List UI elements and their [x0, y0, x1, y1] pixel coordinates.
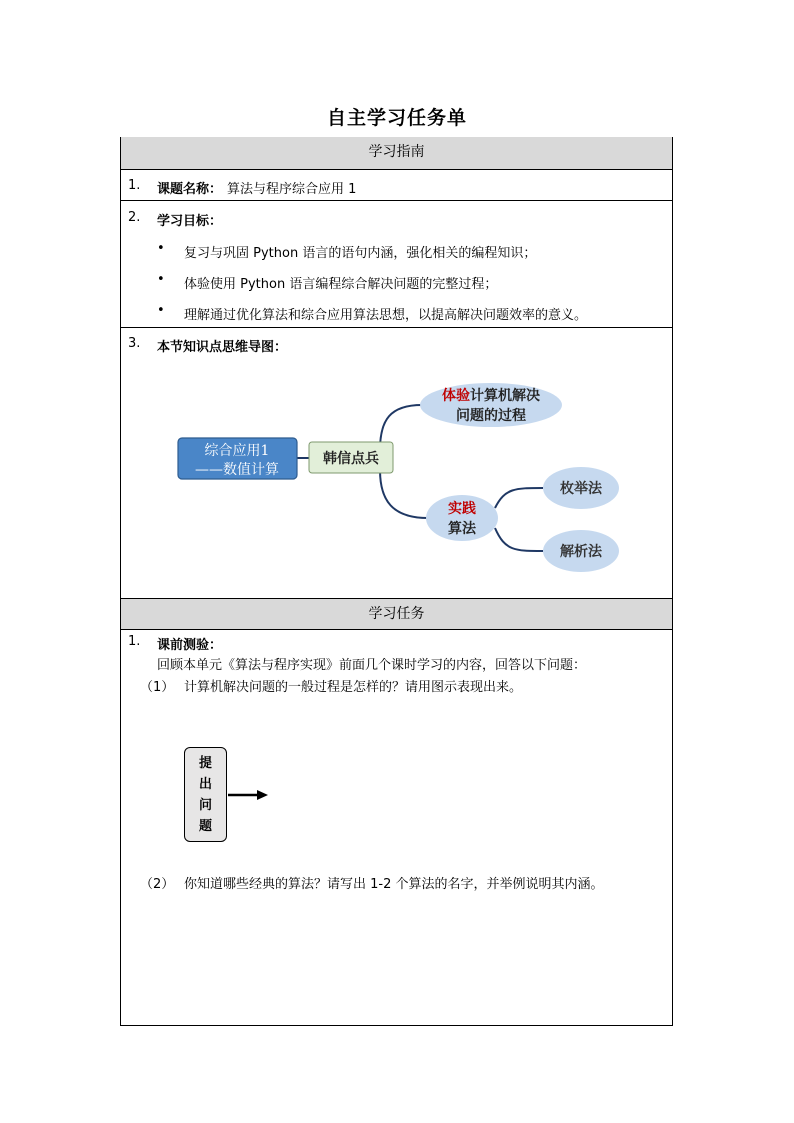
flow-char: 出 — [198, 776, 212, 792]
leaf-enumeration-label: 枚举法 — [560, 481, 602, 497]
branch-bottom-red: 实践 — [448, 501, 476, 517]
mindmap-label: 本节知识点思维导图： — [157, 340, 288, 355]
branch-top-rest: 计算机解决 — [470, 388, 540, 404]
leaf-analytic-label: 解析法 — [560, 544, 602, 560]
branch-top-line2: 问题的过程 — [456, 408, 526, 424]
flow-box-raise-problem — [184, 747, 227, 842]
objectives-num: 2. — [128, 210, 141, 225]
q1-text: 计算机解决问题的一般过程是怎样的？请用图示表现出来。 — [184, 680, 523, 695]
bullet-dot: • — [157, 241, 165, 256]
topic-num: 1. — [128, 178, 141, 193]
branch-top-red: 体验 — [442, 388, 470, 404]
topic-value: 算法与程序综合应用 1 — [227, 182, 357, 197]
q2-num: （2） — [140, 877, 175, 892]
tasks-header-label: 学习任务 — [368, 606, 425, 622]
objective-3: 理解通过优化算法和综合应用算法思想，以提高解决问题效率的意义。 — [184, 308, 588, 323]
pretest-num: 1. — [128, 634, 141, 649]
flow-arrow — [227, 787, 271, 803]
flow-char: 提 — [198, 755, 212, 771]
mindmap-num: 3. — [128, 336, 141, 351]
branch-bottom-line2: 算法 — [448, 521, 476, 537]
connector-leaf2 — [495, 528, 543, 551]
objective-2: 体验使用 Python 语言编程综合解决问题的完整过程； — [184, 277, 498, 292]
objectives-label: 学习目标： — [157, 214, 223, 229]
pretest-intro: 回顾本单元《算法与程序实现》前面几个课时学习的内容，回答以下问题： — [157, 658, 587, 673]
root-line1: 综合应用1 — [204, 443, 270, 459]
objective-1: 复习与巩固 Python 语言的语句内涵，强化相关的编程知识； — [184, 246, 537, 261]
bullet-dot: • — [157, 272, 165, 287]
tasks-header — [120, 598, 673, 630]
branch-top-line1 — [442, 387, 540, 404]
bullet-dot: • — [157, 303, 165, 318]
topic-label: 课题名称： — [157, 182, 223, 197]
hub-label: 韩信点兵 — [323, 451, 379, 467]
page-title: 自主学习任务单 — [326, 107, 467, 129]
q1-num: （1） — [140, 680, 175, 695]
flow-char: 问 — [198, 797, 212, 813]
connector-leaf1 — [495, 488, 543, 508]
connector-bottom — [380, 470, 428, 518]
pretest-label: 课前测验： — [157, 638, 223, 653]
q2-text: 你知道哪些经典的算法？请写出 1-2 个算法的名字，并举例说明其内涵。 — [184, 877, 604, 892]
flow-char: 题 — [198, 818, 212, 834]
guide-header-label: 学习指南 — [368, 144, 425, 160]
root-line2: ——数值计算 — [195, 462, 279, 478]
